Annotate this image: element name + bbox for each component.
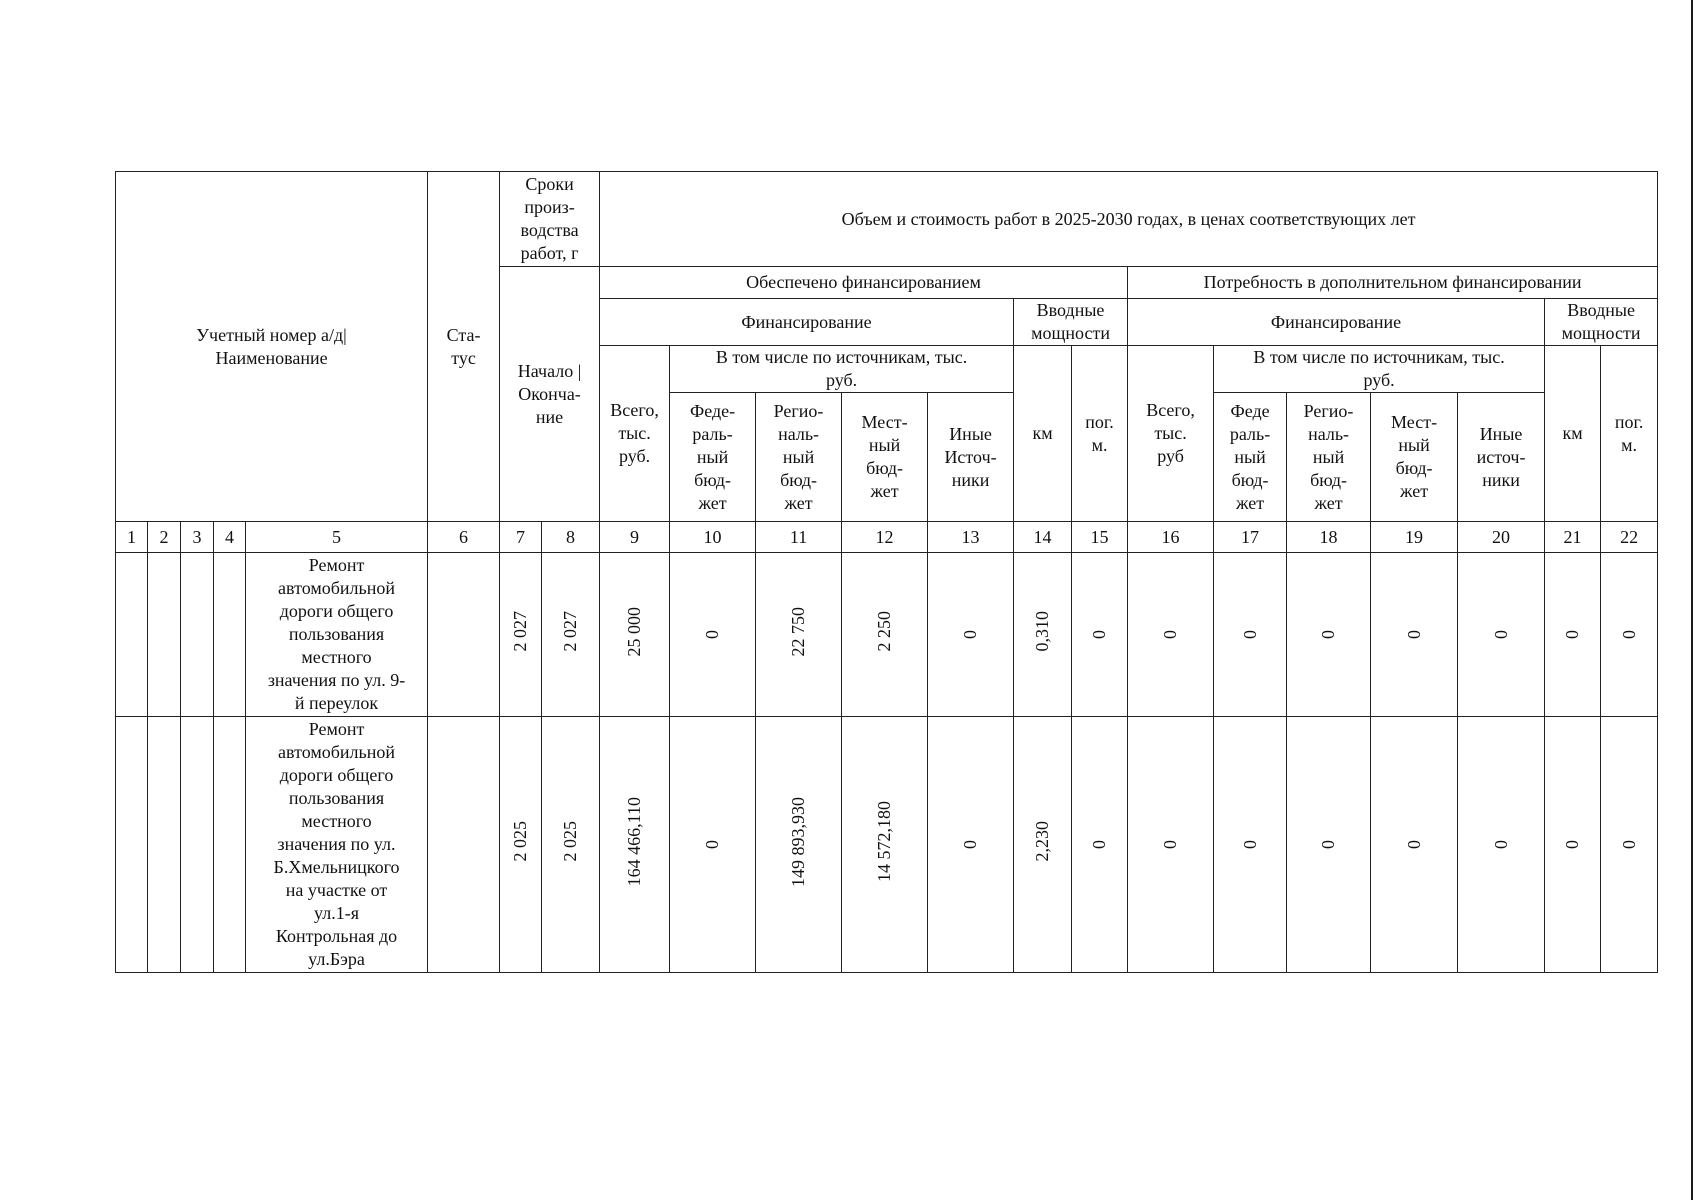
header-sources-secured: В том числе по источникам, тыс. руб. <box>670 346 1014 393</box>
header-other-secured: Иные Источ- ники <box>928 393 1014 522</box>
local-additional-cell: 0 <box>1371 717 1458 973</box>
start-year-cell: 2 025 <box>500 717 542 973</box>
local-secured-cell: 2 250 <box>842 553 928 717</box>
cell-col1 <box>116 553 148 717</box>
header-km-additional: км <box>1545 346 1601 522</box>
column-number: 16 <box>1128 522 1214 553</box>
column-number: 18 <box>1287 522 1371 553</box>
page-edge <box>1691 0 1693 1200</box>
km-additional-cell: 0 <box>1545 717 1601 973</box>
km-secured-cell: 0,310 <box>1014 553 1072 717</box>
regional-secured-cell: 149 893,930 <box>756 717 842 973</box>
road-name-cell: Ремонт автомобильной дороги общего пользования местного значения по ул. 9- й переулок <box>246 553 428 717</box>
status-cell <box>428 717 500 973</box>
column-number: 7 <box>500 522 542 553</box>
end-year-cell: 2 027 <box>542 553 600 717</box>
column-number: 22 <box>1601 522 1658 553</box>
column-number: 17 <box>1214 522 1287 553</box>
cell-col3 <box>181 717 214 973</box>
federal-additional-cell: 0 <box>1214 553 1287 717</box>
table-row <box>116 553 1658 717</box>
header-account-name: Учетный номер а/д| Наименование <box>116 172 428 522</box>
header-terms: Сроки произ- водства работ, г <box>500 172 600 267</box>
other-additional-cell: 0 <box>1458 717 1545 973</box>
header-rm-additional: пог. м. <box>1601 346 1658 522</box>
column-number: 12 <box>842 522 928 553</box>
cell-col2 <box>148 717 181 973</box>
federal-secured-cell: 0 <box>670 717 756 973</box>
km-additional-cell: 0 <box>1545 553 1601 717</box>
table-row <box>116 717 1658 973</box>
other-secured-cell: 0 <box>928 717 1014 973</box>
column-number: 6 <box>428 522 500 553</box>
local-secured-cell: 14 572,180 <box>842 717 928 973</box>
header-rm-secured: пог. м. <box>1072 346 1128 522</box>
header-regional-additional: Регио- наль- ный бюд- жет <box>1287 393 1371 522</box>
local-additional-cell: 0 <box>1371 553 1458 717</box>
column-number: 13 <box>928 522 1014 553</box>
header-financing-secured: Финансирование <box>600 299 1014 346</box>
column-number: 1 <box>116 522 148 553</box>
header-capacity-additional: Вводные мощности <box>1545 299 1658 346</box>
header-status: Ста- тус <box>428 172 500 522</box>
column-number: 2 <box>148 522 181 553</box>
header-volume-cost: Объем и стоимость работ в 2025-2030 годах, в ценах соответствующих лет <box>600 172 1658 267</box>
rm-secured-cell: 0 <box>1072 553 1128 717</box>
cell-col4 <box>214 717 246 973</box>
total-additional-cell: 0 <box>1128 553 1214 717</box>
header-km-secured: км <box>1014 346 1072 522</box>
column-number-row <box>116 522 1658 553</box>
header-other-additional: Иные источ- ники <box>1458 393 1545 522</box>
header-start-end: Начало | Оконча- ние <box>500 267 600 522</box>
end-year-cell: 2 025 <box>542 717 600 973</box>
km-secured-cell: 2,230 <box>1014 717 1072 973</box>
column-number: 20 <box>1458 522 1545 553</box>
header-financing-additional: Финансирование <box>1128 299 1545 346</box>
header-federal-secured: Феде- раль- ный бюд- жет <box>670 393 756 522</box>
other-additional-cell: 0 <box>1458 553 1545 717</box>
total-additional-cell: 0 <box>1128 717 1214 973</box>
column-number: 8 <box>542 522 600 553</box>
column-number: 4 <box>214 522 246 553</box>
column-number: 9 <box>600 522 670 553</box>
header-secured-financing: Обеспечено финансированием <box>600 267 1128 299</box>
status-cell <box>428 553 500 717</box>
header-total-secured: Всего, тыс. руб. <box>600 346 670 522</box>
column-number: 14 <box>1014 522 1072 553</box>
column-number: 15 <box>1072 522 1128 553</box>
cell-col3 <box>181 553 214 717</box>
column-number: 21 <box>1545 522 1601 553</box>
column-number: 11 <box>756 522 842 553</box>
rm-secured-cell: 0 <box>1072 717 1128 973</box>
column-number: 19 <box>1371 522 1458 553</box>
rm-additional-cell: 0 <box>1601 553 1658 717</box>
total-secured-cell: 164 466,110 <box>600 717 670 973</box>
column-number: 5 <box>246 522 428 553</box>
total-secured-cell: 25 000 <box>600 553 670 717</box>
start-year-cell: 2 027 <box>500 553 542 717</box>
federal-secured-cell: 0 <box>670 553 756 717</box>
cell-col2 <box>148 553 181 717</box>
rm-additional-cell: 0 <box>1601 717 1658 973</box>
road-works-table <box>115 171 1658 973</box>
header-local-secured: Мест- ный бюд- жет <box>842 393 928 522</box>
column-number: 10 <box>670 522 756 553</box>
header-sources-additional: В том числе по источникам, тыс. руб. <box>1214 346 1545 393</box>
cell-col1 <box>116 717 148 973</box>
regional-additional-cell: 0 <box>1287 553 1371 717</box>
header-federal-additional: Феде раль- ный бюд- жет <box>1214 393 1287 522</box>
header-local-additional: Мест- ный бюд- жет <box>1371 393 1458 522</box>
header-additional-financing-need: Потребность в дополнительном финансировании <box>1128 267 1658 299</box>
header-capacity-secured: Вводные мощности <box>1014 299 1128 346</box>
header-total-additional: Всего, тыс. руб <box>1128 346 1214 522</box>
other-secured-cell: 0 <box>928 553 1014 717</box>
regional-secured-cell: 22 750 <box>756 553 842 717</box>
cell-col4 <box>214 553 246 717</box>
road-name-cell: Ремонт автомобильной дороги общего пользования местного значения по ул. Б.Хмельницкого на участке от ул.1-я Контрольная до ул.Бэра <box>246 717 428 973</box>
federal-additional-cell: 0 <box>1214 717 1287 973</box>
header-regional-secured: Регио- наль- ный бюд- жет <box>756 393 842 522</box>
column-number: 3 <box>181 522 214 553</box>
regional-additional-cell: 0 <box>1287 717 1371 973</box>
